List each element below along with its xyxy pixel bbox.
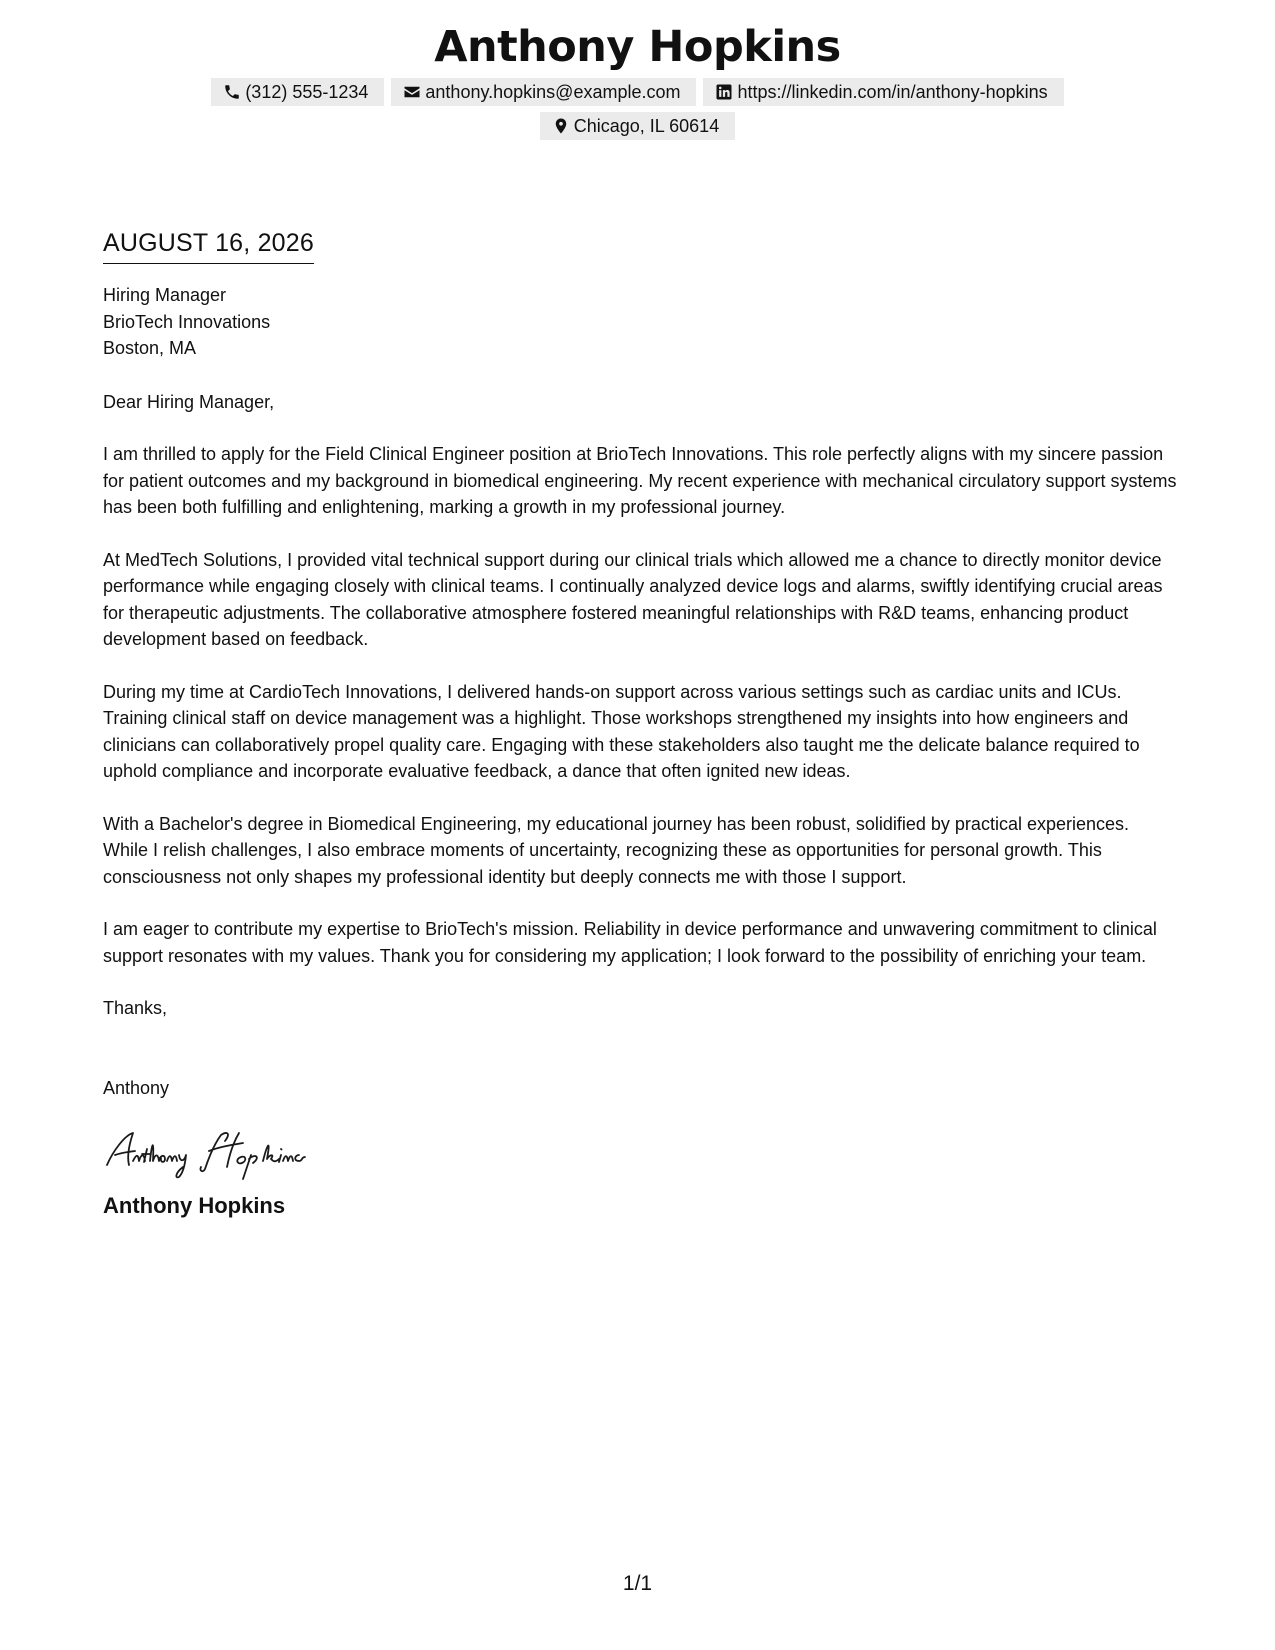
signed-name: Anthony Hopkins [103, 1193, 286, 1218]
linkedin-contact[interactable] [703, 78, 1063, 106]
sign-first-name: Anthony [103, 1077, 170, 1098]
email-text: anthony.hopkins@example.com [425, 81, 681, 102]
letter-date: AUGUST 16, 2026 [103, 226, 314, 264]
phone-contact [211, 78, 384, 106]
letter-header [0, 18, 1275, 140]
applicant-name: Anthony Hopkins [434, 22, 841, 72]
recipient-title: Hiring Manager [103, 285, 227, 305]
body-paragraph: I am eager to contribute my expertise to BrioTech's mission. Reliability in device performance and unwavering commitment to clinical support resonates with my values. Thank you for considering my application; I look forward to the possibility of enriching your team. [103, 919, 1157, 966]
linkedin-text: https://linkedin.com/in/anthony-hopkins [737, 81, 1048, 102]
map-pin-icon [552, 117, 570, 135]
email-contact[interactable] [391, 78, 696, 106]
phone-text: (312) 555-1234 [245, 81, 369, 102]
envelope-icon [403, 83, 421, 101]
location-contact [540, 112, 735, 140]
salutation: Dear Hiring Manager, [103, 391, 275, 412]
recipient-company: BrioTech Innovations [103, 311, 271, 332]
location-text: Chicago, IL 60614 [573, 115, 720, 136]
linkedin-icon [715, 83, 733, 101]
body-paragraph: I am thrilled to apply for the Field Clinical Engineer position at BrioTech Innovations. This role perfectly aligns with my sincere passion for patient outcomes and my background in biomedical engineering. My recent experience with mechanical circulatory support systems has been both fulfilling and enlightening, marking a growth in my professional journey. [103, 444, 1177, 517]
letter-body [103, 226, 1178, 1220]
recipient-block [103, 282, 1178, 362]
page-number: 1/1 [622, 1572, 653, 1595]
body-paragraph: With a Bachelor's degree in Biomedical Engineering, my educational journey has been robust, solidified by practical experiences. While I relish challenges, I also embrace moments of uncertainty, recognizing these as opportunities for personal growth. This consciousness not only shapes my professional identity but deeply connects me with those I support. [103, 813, 1130, 887]
contact-info [188, 78, 1088, 140]
body-paragraph: During my time at CardioTech Innovations, I delivered hands-on support across various settings such as cardiac units and ICUs. Training clinical staff on device management was a highlight. Those workshops strengthened my insights into how engineers and clinicians can collaboratively propel quality care. Engaging with these stakeholders also taught me the delicate balance required to uphold compliance and incorporate evaluative feedback, a dance that often ignited new ideas. [103, 681, 1140, 781]
handwritten-signature [103, 1121, 1178, 1181]
recipient-location: Boston, MA [103, 338, 197, 358]
body-paragraph: At MedTech Solutions, I provided vital technical support during our clinical trials which allowed me a chance to directly monitor device performance while engaging closely with clinical teams. I continually analyzed device logs and alarms, swiftly identifying crucial areas for therapeutic adjustments. The collaborative atmosphere fostered meaningful relationships with R&D teams, enhancing product development based on feedback. [103, 549, 1163, 649]
phone-icon [223, 83, 241, 101]
signature-image [103, 1121, 363, 1181]
closing: Thanks, [103, 998, 168, 1018]
